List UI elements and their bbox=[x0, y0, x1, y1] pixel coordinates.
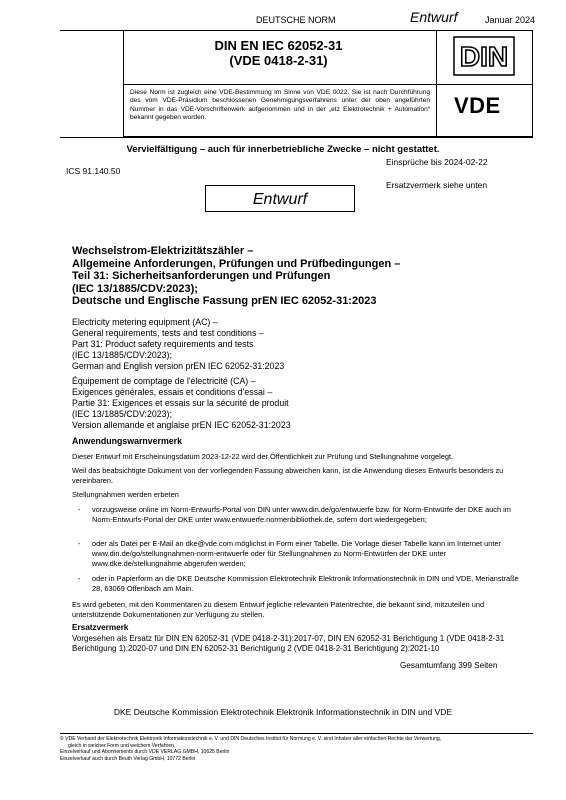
title-german-line: Deutsche und Englische Fassung prEN IEC 62052-31:2023 bbox=[72, 295, 377, 307]
document-number bbox=[126, 38, 431, 68]
draft-label: Entwurf bbox=[410, 9, 458, 25]
objection-deadline: Einsprüche bis 2024-02-22 bbox=[386, 157, 488, 167]
title-french-line: Partie 31: Exigences et essais sur la sécurité de produit bbox=[72, 397, 289, 408]
usage-warning-heading: Anwendungswarnvermerk bbox=[72, 436, 182, 446]
din-logo-text: DIN bbox=[459, 41, 509, 72]
vde-logo: VDE bbox=[454, 93, 501, 118]
title-french-line: Exigences générales, essais et conditions d'essai – bbox=[72, 386, 273, 397]
replacement-heading: Ersatzvermerk bbox=[72, 623, 129, 632]
title-french-line: (IEC 13/1885/CDV:2023); bbox=[72, 408, 172, 419]
title-english-line: General requirements, tests and test conditions – bbox=[72, 327, 264, 338]
footer-line: Einzelverkauf und Abonnements durch VDE VERLAG GMBH, 10625 Berlin bbox=[60, 749, 230, 756]
title-german-line: (IEC 13/1885/CDV:2023); bbox=[72, 282, 198, 295]
copy-notice: Vervielfältigung – auch für innerbetriebliche Zwecke – nicht gestattet. bbox=[126, 144, 440, 155]
comments-request: Stellungnahmen werden erbeten bbox=[72, 490, 179, 499]
title-french-line: Équipement de comptage de l'électricité (CA) – bbox=[72, 376, 256, 386]
vde-intro-text: Diese Norm ist zugleich eine VDE-Bestimmung im Sinne von VDE 0022. Sie ist nach Durchführung des vom VDE-Präsidium beschlossenen Genehmigungsverfahrens unter der oben angeführten Nummer in das VDE-Vorschriftenwerk aufgenommen und in der „etz Elektrotechnik + Automation“ bekannt gegeben worden. bbox=[130, 89, 430, 122]
copyright-footer bbox=[60, 736, 560, 762]
replacement-note: Ersatzvermerk siehe unten bbox=[386, 180, 488, 190]
list-item-text: oder in Papierform an die DKE Deutsche Kommission Elektrotechnik Elektronik Informationstechnik in DIN und VDE, Merianstraße 28, 63069 Offenbach am Main. bbox=[92, 574, 519, 593]
patent-note: Es wird gebeten, mit den Kommentaren zu diesem Entwurf jegliche relevanten Patentrechte, die bekannt sind, mitzuteilen und unterstützende Dokumentationen zur Verfügung zu stellen. bbox=[72, 600, 485, 619]
replacement-text: Vorgesehen als Ersatz für DIN EN 62052-31 (VDE 0418-2-31):2017-07, DIN EN 62052-31 Berichtigung 1 (VDE 0418-2-31 Berichtigung 1):2020-07 und DIN EN 62052-31 Berichtigung 2 (VDE 0418-2-31 Berichtigung 2):2021-10 bbox=[72, 634, 505, 653]
title-english-line: (IEC 13/1885/CDV:2023); bbox=[72, 349, 172, 360]
list-item bbox=[72, 574, 522, 594]
page-rule-bottom bbox=[60, 137, 533, 138]
document-number-din: DIN EN IEC 62052-31 bbox=[214, 38, 343, 53]
list-bullet: - bbox=[78, 505, 81, 514]
dke-line: DKE Deutsche Kommission Elektrotechnik Elektronik Informationstechnik in DIN und VDE bbox=[113, 707, 453, 717]
document-number-vde: (VDE 0418-2-31) bbox=[229, 53, 328, 68]
title-english-line: Part 31: Product safety requirements and tests bbox=[72, 338, 254, 349]
usage-warning-text-1: Dieser Entwurf mit Erscheinungsdatum 2023-12-22 wird der Öffentlichkeit zur Prüfung und Stellungnahme vorgelegt. bbox=[72, 452, 454, 461]
title-english-line: Electricity metering equipment (AC) – bbox=[72, 317, 218, 327]
list-item bbox=[72, 539, 522, 569]
title-english-line: German and English version prEN IEC 62052-31:2023 bbox=[72, 360, 285, 371]
footer-line: Einzelverkauf auch durch Beuth Verlag GmbH, 10772 Berlin bbox=[60, 755, 196, 762]
title-german-line: Teil 31: Sicherheitsanforderungen und Prüfungen bbox=[72, 270, 331, 282]
usage-warning-text-2: Weil das beabsichtigte Dokument von der vorliegenden Fassung abweichen kann, ist die Anwendung dieses Entwurfs besonders zu vereinbaren. bbox=[72, 466, 504, 485]
title-frame-rule-right bbox=[436, 84, 533, 85]
footer-line: © VDE Verband der Elektrotechnik Elektronik Informationstechnik e. V. und DIN Deutsches Institut für Normung e. V. sind Inhaber aller einfachen Rechte der Verwertung, bbox=[60, 736, 442, 742]
list-item bbox=[72, 505, 522, 535]
title-german-line: Wechselstrom-Elektrizitätszähler – bbox=[72, 245, 254, 257]
title-german-line: Allgemeine Anforderungen, Prüfungen und Prüfbedingungen – bbox=[72, 257, 401, 270]
footer-rule bbox=[60, 733, 533, 734]
list-item-text: oder als Datei per E-Mail an dke@vde.com möglichst in Form einer Tabelle. Die Vorlage dieser Tabelle kann im Internet unter www.din.de/go/stellungnahmen-norm-entwuerfe oder für Stellungnahmen zu Norm-Entwürfen der DKE unter www.dke.de/stellungnahme abgerufen werden; bbox=[92, 539, 501, 568]
page-rule-top bbox=[60, 30, 533, 31]
din-logo bbox=[453, 36, 515, 76]
norm-type-label: DEUTSCHE NORM bbox=[256, 15, 336, 25]
title-german bbox=[72, 245, 512, 308]
list-bullet: - bbox=[78, 574, 81, 583]
title-french-line: Version allemande et anglaise prEN IEC 62052-31:2023 bbox=[72, 419, 291, 430]
list-item-text: vorzugsweise online im Norm-Entwurfs-Portal von DIN unter www.din.de/go/entwuerfe bzw. für Norm-Entwürfe der DKE auch im Norm-Entwurfs-Portal der DKE unter www.entwuerfe.normenbibliothek.de, sofern dort wiedergegeben; bbox=[92, 505, 511, 524]
title-frame-rule-left bbox=[123, 84, 436, 85]
footer-line: gleich in welcher Form und welchem Verfahren. bbox=[68, 742, 176, 749]
list-bullet: - bbox=[78, 539, 81, 548]
title-french bbox=[72, 376, 512, 431]
draft-box: Entwurf bbox=[205, 185, 355, 212]
issue-date: Januar 2024 bbox=[485, 15, 536, 25]
ics-code: ICS 91.140.50 bbox=[66, 166, 121, 176]
total-pages: Gesamtumfang 399 Seiten bbox=[400, 661, 498, 670]
title-english bbox=[72, 317, 512, 372]
